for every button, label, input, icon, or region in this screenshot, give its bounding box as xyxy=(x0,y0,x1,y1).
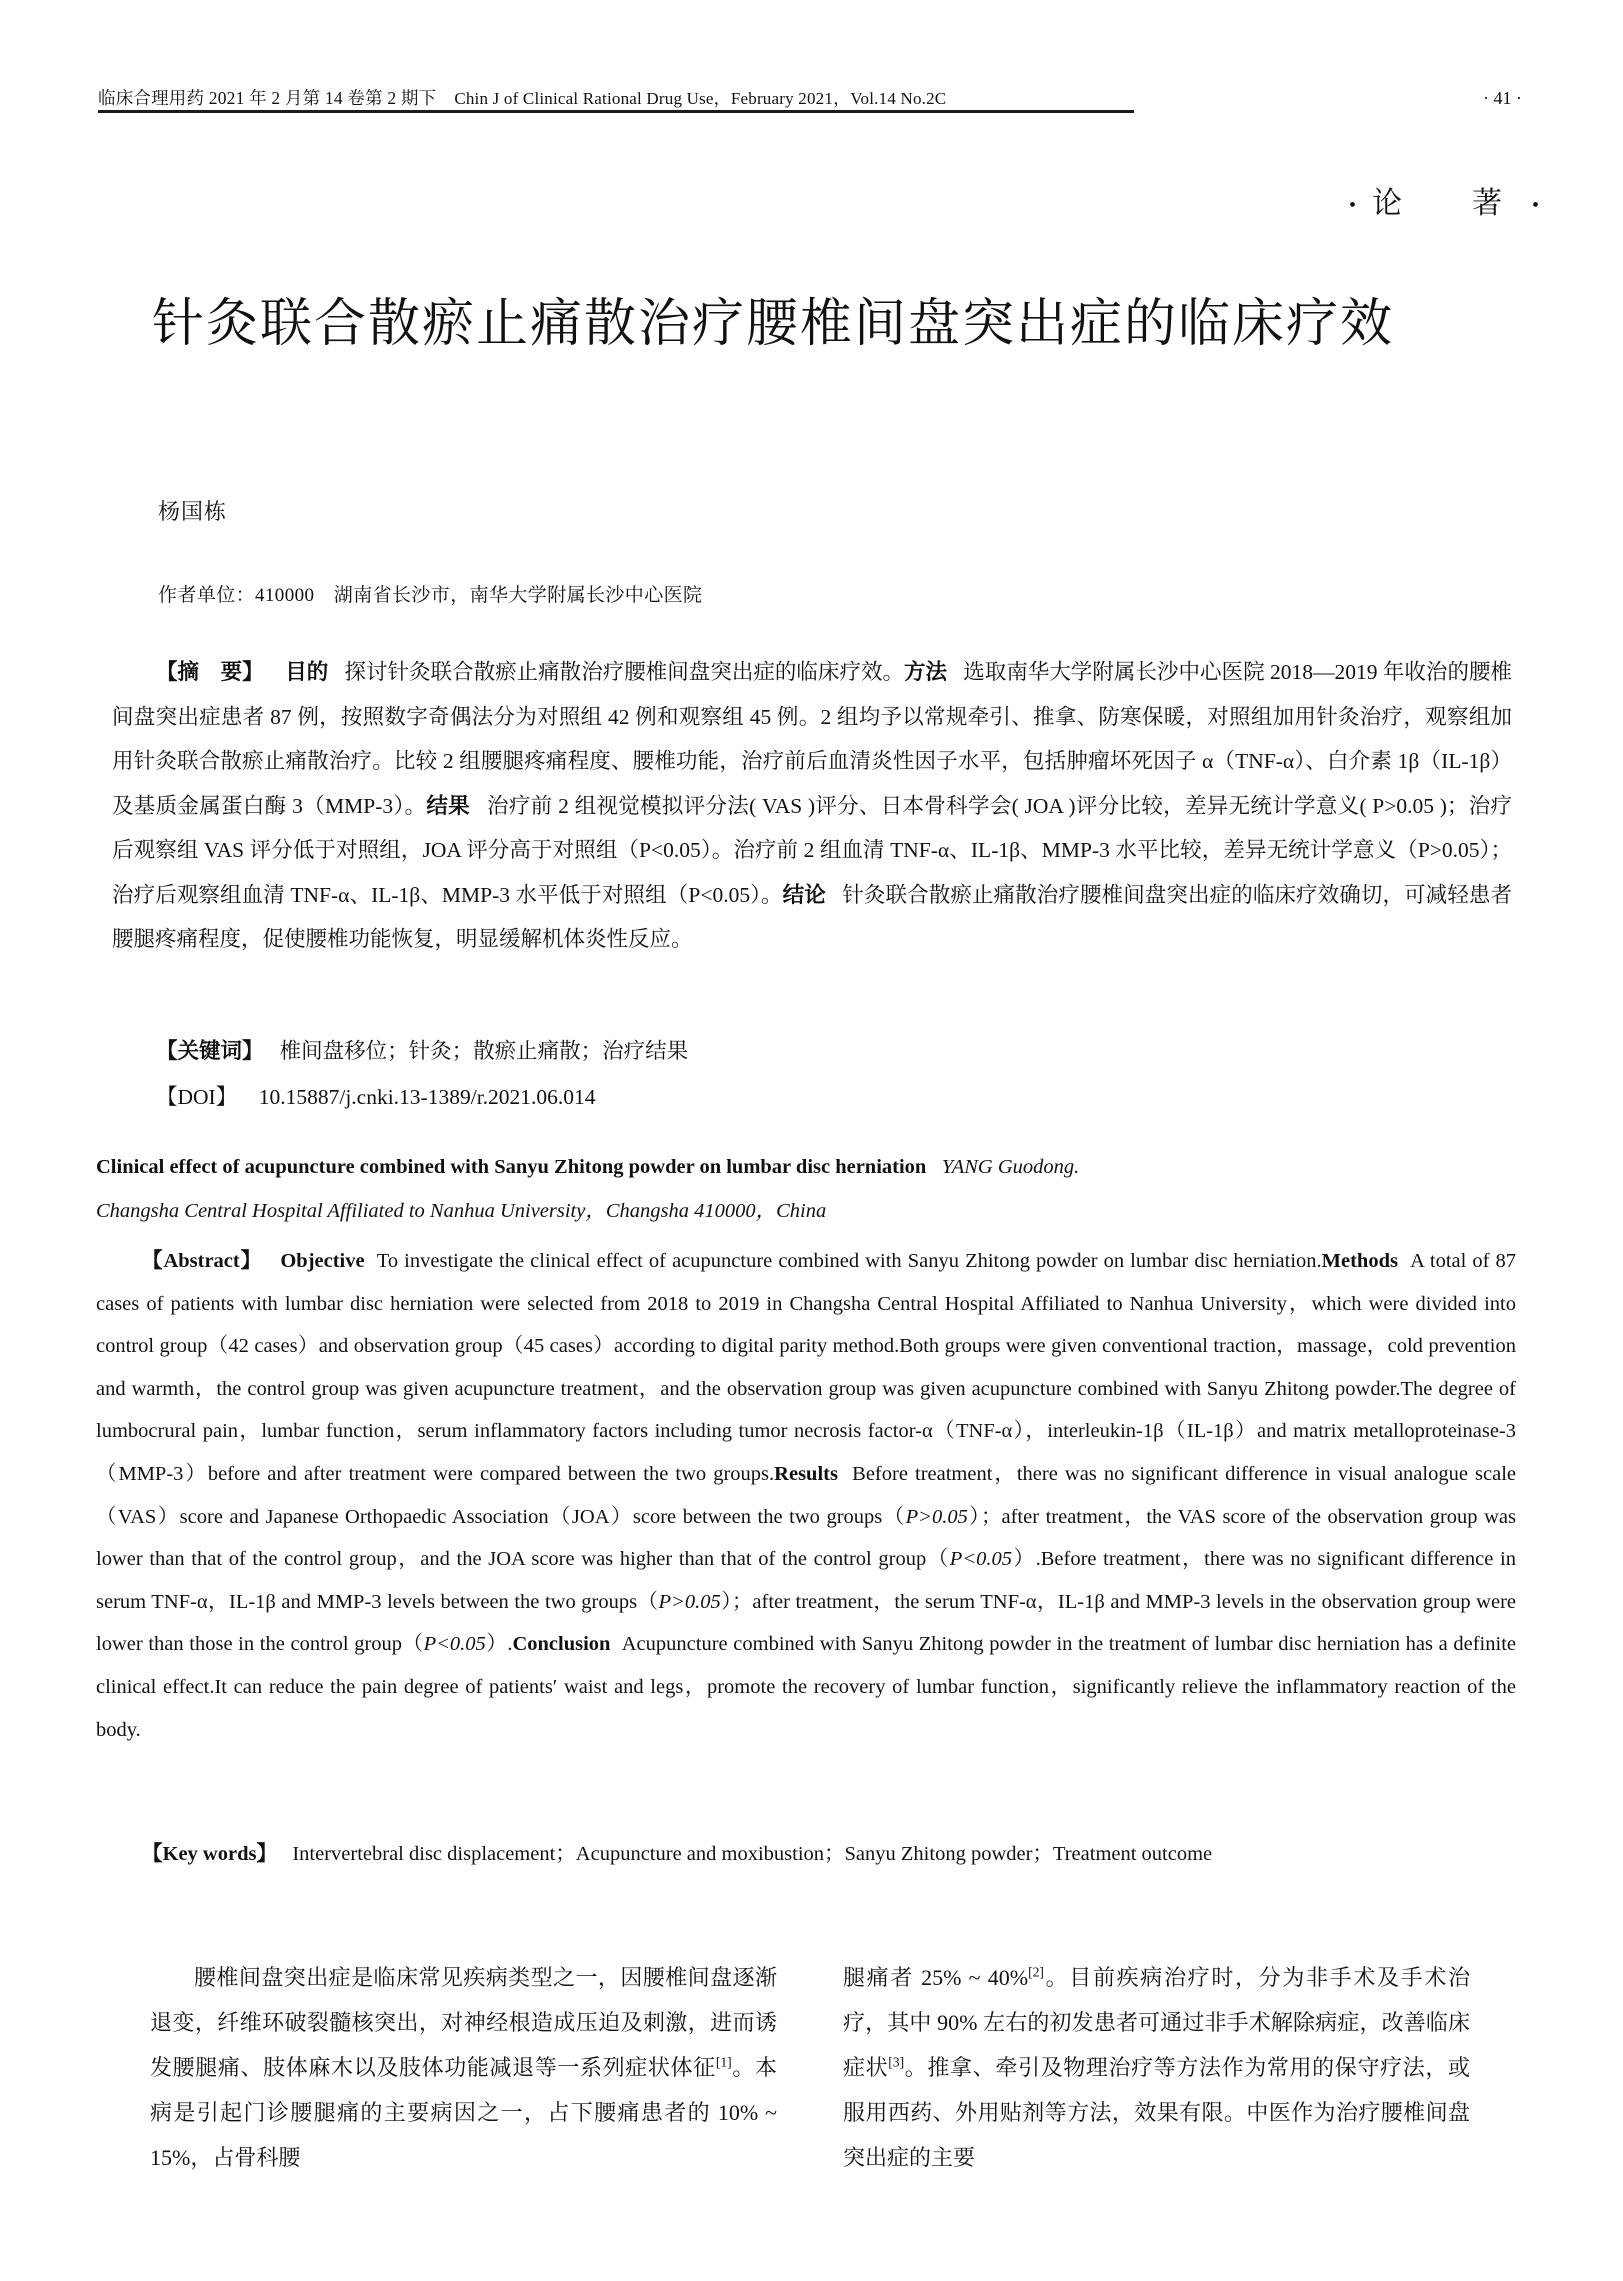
section-marker xyxy=(1349,178,1541,222)
keywords-text-en: Intervertebral disc displacement；Acupuncture and moxibustion；Sanyu Zhitong powder；Treatment outcome xyxy=(292,1843,1213,1865)
english-title: Clinical effect of acupuncture combined with Sanyu Zhitong powder on lumbar disc herniation xyxy=(96,1156,927,1178)
bullet-left-icon: • xyxy=(1348,194,1358,217)
chinese-abstract xyxy=(112,650,1512,962)
p-value-2: P<0.05 xyxy=(949,1548,1013,1571)
objective-label-en: Objective xyxy=(280,1250,365,1272)
results-text-en-e: ）. xyxy=(485,1633,513,1656)
body-right-text-a: 腿痛者 25% ~ 40% xyxy=(843,1965,1029,1990)
body-column-right xyxy=(843,1955,1470,2180)
english-abstract xyxy=(96,1240,1516,1751)
english-affiliation: Changsha Central Hospital Affiliated to Nanhua University，Changsha 410000，China xyxy=(96,1200,827,1222)
running-head-left xyxy=(98,84,946,110)
reference-marker-2: [2] xyxy=(1028,1964,1044,1980)
methods-label-en: Methods xyxy=(1321,1250,1398,1272)
p-value-1: P>0.05 xyxy=(905,1505,968,1528)
english-title-block xyxy=(96,1148,1516,1187)
abstract-label-en: 【Abstract】 xyxy=(142,1250,263,1272)
results-text-en-d: ）；after treatment，the serum TNF-α，IL-1β and MMP-3 levels in the observation group were lower than those in the control group（ xyxy=(96,1590,1517,1656)
body-column-left xyxy=(150,1955,777,2180)
doi-label: 【DOI】 xyxy=(156,1085,238,1109)
results-text-en-b: ）；after treatment，the VAS score of the observation group was lower than that of the control group，and the JOA score was higher than that of the control group（ xyxy=(96,1505,1516,1571)
section-marker-label: 论 著 xyxy=(1371,187,1522,220)
keywords-label-en: 【Key words】 xyxy=(142,1843,277,1865)
header-divider xyxy=(98,110,1134,113)
reference-marker-3: [3] xyxy=(888,2054,905,2070)
page-title: 针灸联合散瘀止痛散治疗腰椎间盘突出症的临床疗效 xyxy=(152,296,1395,353)
body-left-text-a: 腰椎间盘突出症是临床常见疾病类型之一，因腰椎间盘逐渐退变，纤维环破裂髓核突出，对神经根造成压迫及刺激，进而诱发腰腿痛、肢体麻木以及肢体功能减退等一系列症状体征 xyxy=(150,1965,777,2080)
body-paragraph-left xyxy=(150,1955,777,2180)
methods-text-en: A total of 87 cases of patients with lumbar disc herniation were selected from 2018 to 2019 in Changsha Central Hospital Affiliated to Nanhua University，which were divided into control group（42 cases）and observation group（45 cases）according to digital parity method.Both groups were given conventional traction，massage，cold prevention and warmth，the control group was given acupuncture treatment，and the observation group was given acupuncture combined with Sanyu Zhitong powder.The degree of lumbocrural pain，lumbar function，serum inflammatory factors including tumor necrosis factor-α（TNF-α），interleukin-1β（IL-1β）and matrix metalloproteinase-3（MMP-3）before and after treatment were compared between the two groups. xyxy=(96,1250,1517,1485)
methods-label-cn: 方法 xyxy=(904,660,948,684)
journal-name-cn: 临床合理用药 2021 年 2 月第 14 卷第 2 期下 xyxy=(98,88,437,108)
results-text-en-a: Before treatment，there was no significant difference in visual analogue scale（VAS）score and Japanese Orthopaedic Association（JOA）score between the two groups（ xyxy=(96,1462,1516,1528)
body-left-text-b: 。本病是引起门诊腰腿痛的主要病因之一，占下腰痛患者的 10% ~ 15%，占骨科腰 xyxy=(150,2055,777,2170)
results-label-cn: 结果 xyxy=(426,793,470,818)
english-keywords xyxy=(96,1833,1516,1875)
results-text-cn: 治疗前 2 组视觉模拟评分法( VAS )评分、日本骨科学会( JOA )评分比较，差异无统计学意义( P>0.05 )；治疗后观察组 VAS 评分低于对照组，JOA 评分高于对照组（P<0.05）。治疗前 2 组血清 TNF-α、IL-1β、MMP-3 水平比较，差异无统计学意义（P>0.05）；治疗后观察组血清 TNF-α、IL-1β、MMP-3 水平低于对照组（P<0.05）。 xyxy=(112,793,1512,907)
keywords-text-cn: 椎间盘移位；针灸；散瘀止痛散；治疗结果 xyxy=(279,1039,689,1063)
doi-value: 10.15887/j.cnki.13-1389/r.2021.06.014 xyxy=(258,1085,596,1109)
reference-marker-1: [1] xyxy=(715,2054,732,2070)
body-right-text-c: 。推拿、牵引及物理治疗等方法作为常用的保守疗法，或服用西药、外用贴剂等方法，效果有限。中医作为治疗腰椎间盘突出症的主要 xyxy=(843,2055,1470,2170)
conclusion-text-cn: 针灸联合散瘀止痛散治疗腰椎间盘突出症的临床疗效确切，可减轻患者腰腿疼痛程度，促使腰椎功能恢复，明显缓解机体炎性反应。 xyxy=(112,882,1512,951)
body-right-text-b: 。目前疾病治疗时，分为非手术及手术治疗，其中 90% 左右的初发患者可通过非手术解除病症，改善临床症状 xyxy=(843,1965,1470,2080)
bullet-right-icon: • xyxy=(1531,194,1541,217)
journal-name-en: Chin J of Clinical Rational Drug Use，February 2021，Vol.14 No.2C xyxy=(454,89,947,108)
objective-label-cn: 目的 xyxy=(285,660,329,684)
objective-text-cn: 探讨针灸联合散瘀止痛散治疗腰椎间盘突出症的临床疗效。 xyxy=(344,660,905,684)
methods-text-cn: 选取南华大学附属长沙中心医院 2018—2019 年收治的腰椎间盘突出症患者 87 例，按照数字奇偶法分为对照组 42 例和观察组 45 例。2 组均予以常规牵引、推拿、防寒保暖，对照组加用针灸治疗，观察组加用针灸联合散瘀止痛散治疗。比较 2 组腰腿疼痛程度、腰椎功能，治疗前后血清炎性因子水平，包括肿瘤坏死因子 α（TNF-α）、白介素 1β（IL-1β）及基质金属蛋白酶 3（MMP-3）。 xyxy=(112,660,1512,818)
page-number: · 41 · xyxy=(1483,88,1522,108)
objective-text-en: To investigate the clinical effect of acupuncture combined with Sanyu Zhitong powder on lumbar disc herniation. xyxy=(376,1250,1322,1272)
body-paragraph-right xyxy=(843,1955,1470,2180)
author-affiliation: 作者单位：410000 湖南省长沙市，南华大学附属长沙中心医院 xyxy=(158,585,703,606)
author-name: 杨国栋 xyxy=(158,499,228,524)
keywords-label-cn: 【关键词】 xyxy=(156,1039,264,1063)
conclusion-text-en: Acupuncture combined with Sanyu Zhitong powder in the treatment of lumbar disc herniation has a definite clinical effect.It can reduce the pain degree of patients′ waist and legs，promote the recovery of lumbar function，significantly relieve the inflammatory reaction of the body. xyxy=(96,1633,1516,1741)
english-author: YANG Guodong. xyxy=(941,1156,1080,1178)
conclusion-label-cn: 结论 xyxy=(782,882,826,907)
p-value-4: P<0.05 xyxy=(423,1633,486,1656)
p-value-3: P>0.05 xyxy=(658,1590,721,1613)
running-head xyxy=(98,84,1528,110)
keywords-cn xyxy=(112,1029,1512,1073)
doi-line xyxy=(112,1075,1512,1119)
abstract-label-cn: 【摘 要】 xyxy=(156,660,264,684)
results-text-en-c: ）.Before treatment，there was no significant difference in serum TNF-α，IL-1β and MMP-3 levels between the two groups（ xyxy=(96,1548,1516,1613)
results-label-en: Results xyxy=(774,1462,838,1485)
conclusion-label-en: Conclusion xyxy=(512,1633,611,1656)
body-columns xyxy=(150,1955,1470,2180)
